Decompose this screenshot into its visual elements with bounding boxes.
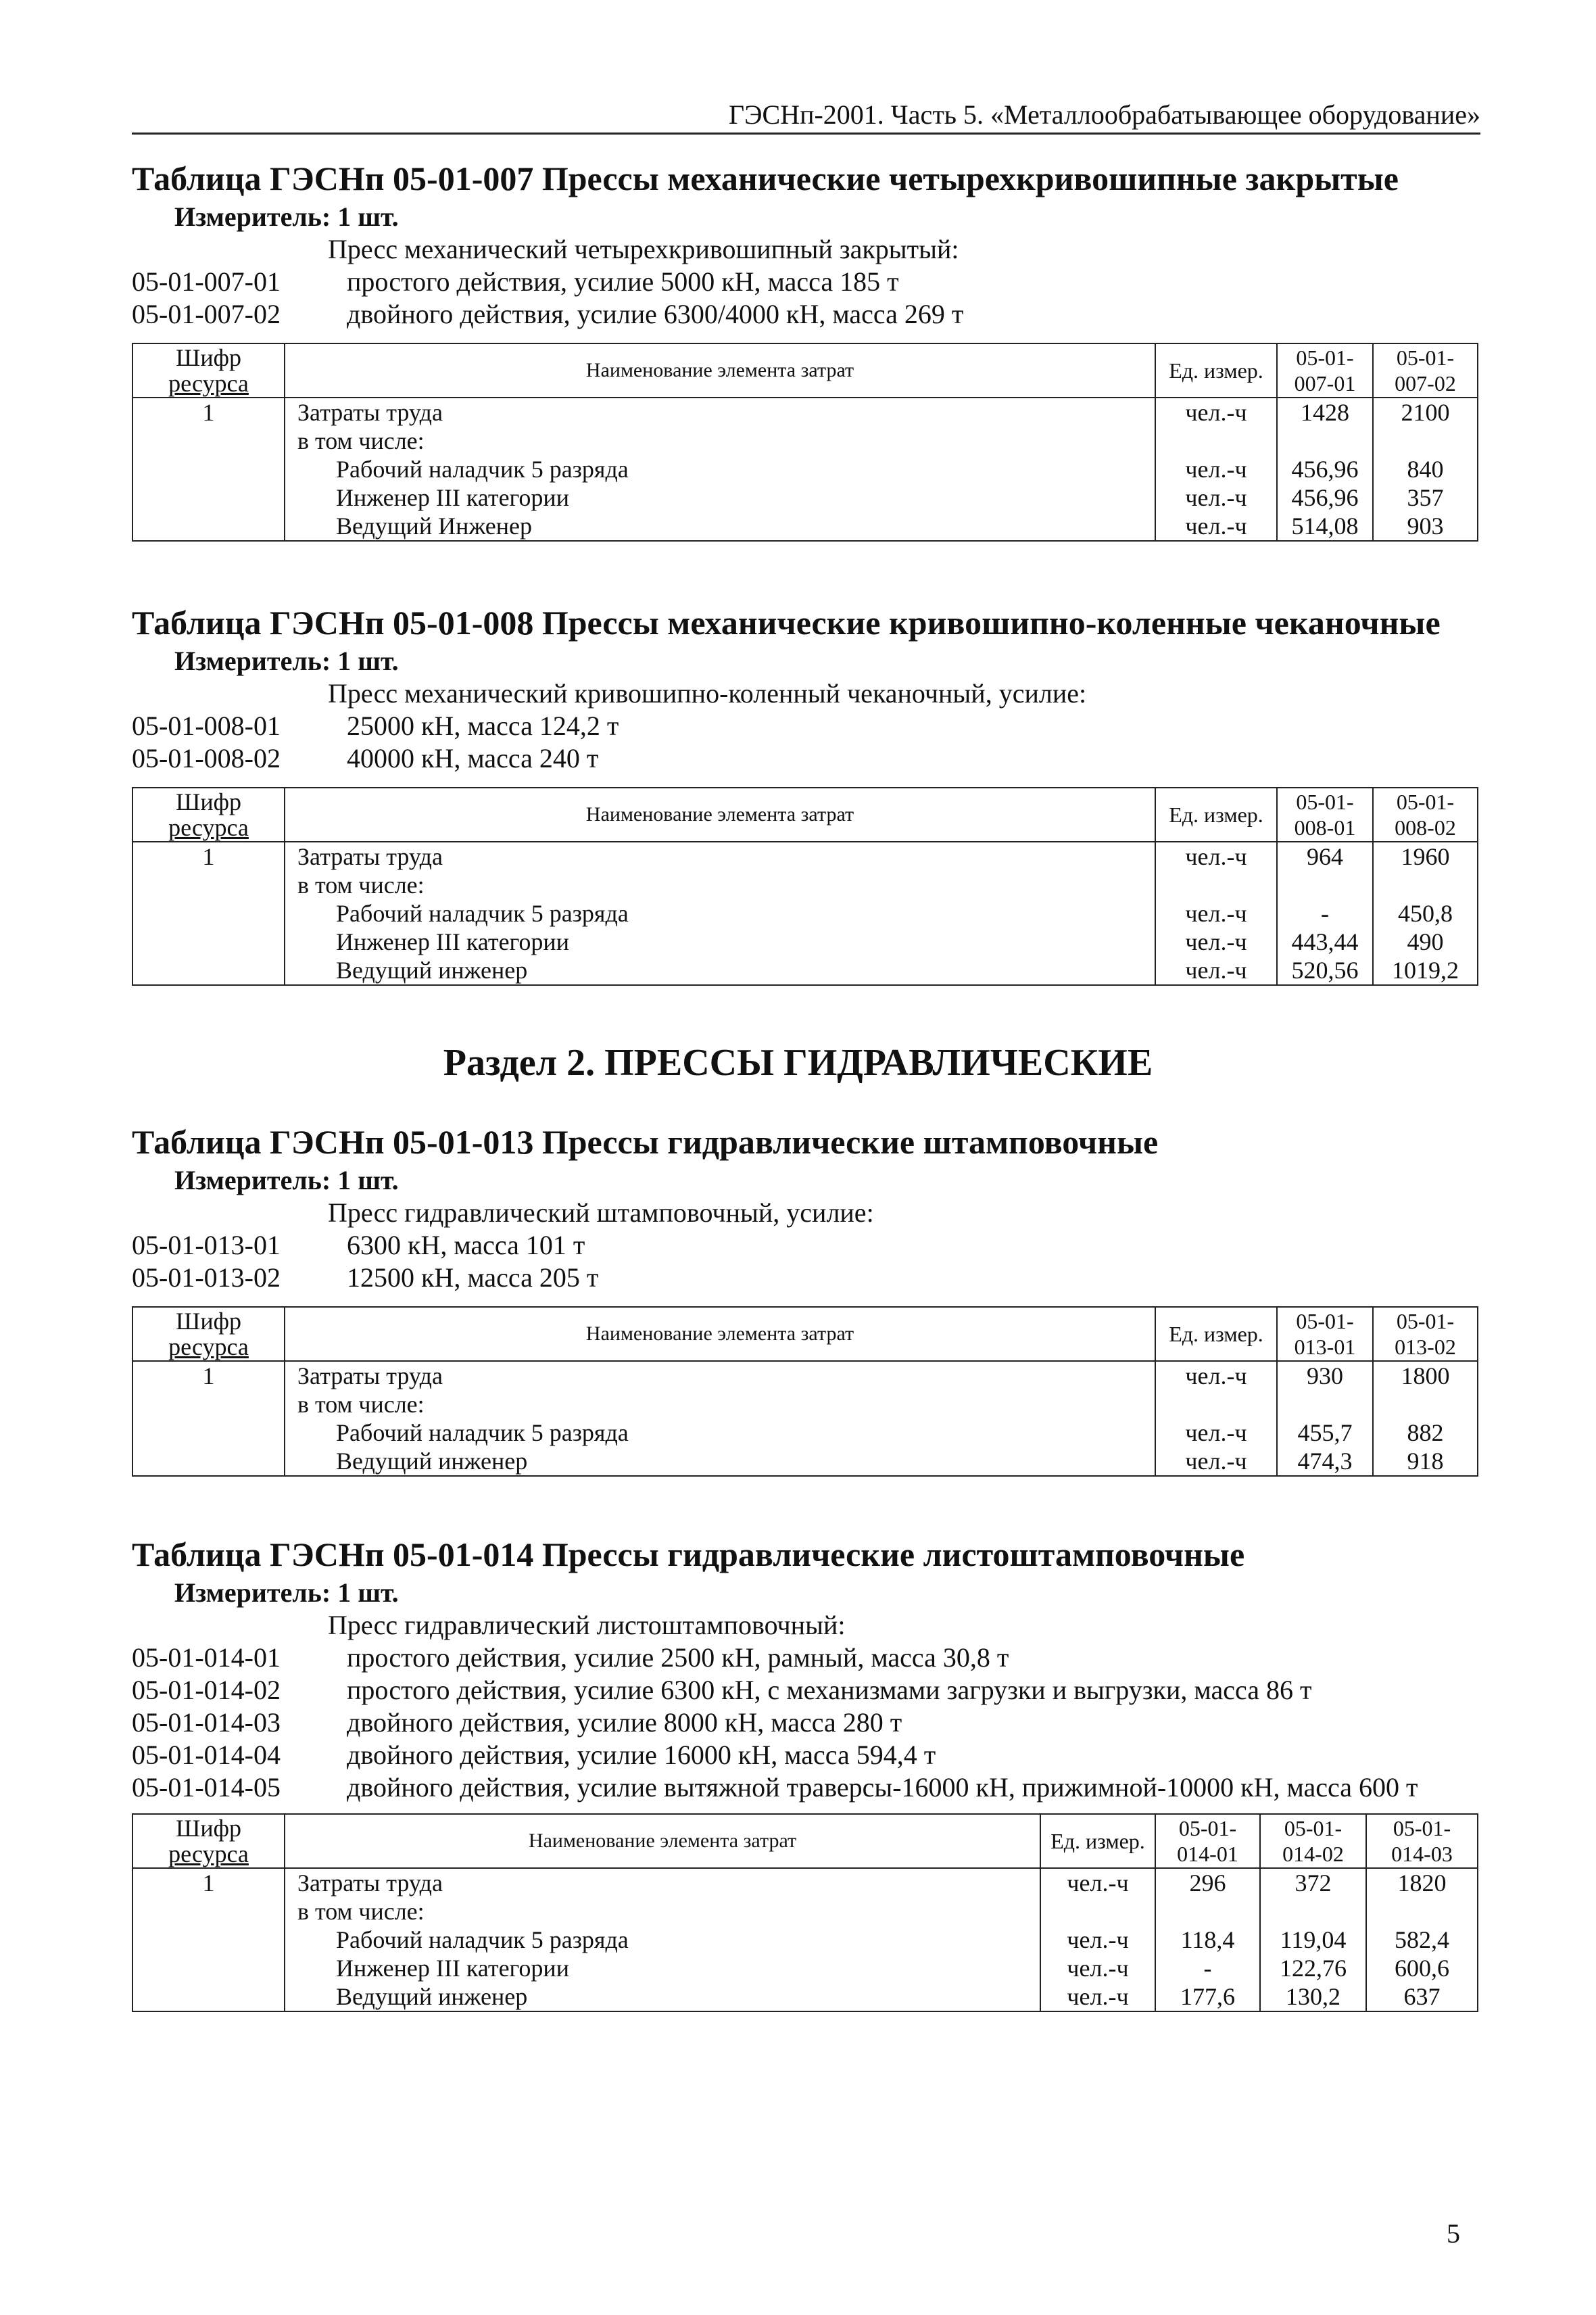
cell-code	[132, 956, 285, 985]
cell-value: 455,7	[1277, 1418, 1373, 1447]
col-header-name: Наименование элемента затрат	[285, 788, 1155, 842]
item-desc: 40000 кН, масса 240 т	[347, 743, 599, 773]
col-header-norm: 05-01- 013-01	[1277, 1307, 1373, 1361]
cell-value: 520,56	[1277, 956, 1373, 985]
cell-code: 1	[132, 1361, 285, 1390]
table-row	[132, 1954, 1478, 1982]
cell-name: Ведущий инженер	[285, 1982, 1040, 2011]
table-title: Таблица ГЭСНп 05-01-013 Прессы гидравлические штамповочные	[132, 1123, 1159, 1161]
norm-table	[132, 343, 1478, 542]
cell-unit	[1040, 1897, 1155, 1926]
norm-section-05-01-013	[132, 1122, 1477, 1501]
cell-code	[132, 1926, 285, 1954]
cell-value: 2100	[1373, 398, 1478, 427]
cell-unit: чел.-ч	[1040, 1982, 1155, 2011]
cell-name: Инженер III категории	[285, 1954, 1040, 1982]
norm-section-05-01-008	[132, 603, 1477, 995]
item-desc: простого действия, усилие 6300 кН, с механизмами загрузки и выгрузки, масса 86 т	[347, 1675, 1312, 1705]
cell-name: Затраты труда	[285, 1868, 1040, 1897]
cell-name: Рабочий наладчик 5 разряда	[285, 1418, 1155, 1447]
cell-value: 600,6	[1366, 1954, 1478, 1982]
cell-name: Рабочий наладчик 5 разряда	[285, 899, 1155, 928]
table-row	[132, 398, 1478, 427]
col-header-name: Наименование элемента затрат	[285, 1814, 1040, 1868]
cell-value: 582,4	[1366, 1926, 1478, 1954]
col-header-norm: 05-01- 013-02	[1373, 1307, 1478, 1361]
item-desc: простого действия, усилие 2500 кН, рамный, масса 30,8 т	[347, 1642, 1009, 1673]
cell-name: Затраты труда	[285, 1361, 1155, 1390]
table-row	[132, 871, 1478, 899]
table-title: Таблица ГЭСНп 05-01-007 Прессы механические четырехкривошипные закрытые	[132, 160, 1399, 197]
cell-value: 372	[1260, 1868, 1366, 1897]
meter-label: Измеритель: 1 шт.	[174, 201, 399, 232]
item-code: 05-01-014-01	[132, 1642, 281, 1673]
cell-value: 903	[1373, 512, 1478, 541]
cell-name: Затраты труда	[285, 398, 1155, 427]
cell-code: 1	[132, 1868, 285, 1897]
intro-text: Пресс гидравлический листоштамповочный:	[328, 1610, 846, 1640]
table-row	[132, 1897, 1478, 1926]
table-row	[132, 1361, 1478, 1390]
table-row	[132, 1390, 1478, 1418]
meter-label: Измеритель: 1 шт.	[174, 1165, 399, 1195]
cell-value: 930	[1277, 1361, 1373, 1390]
cell-value: 637	[1366, 1982, 1478, 2011]
cell-code	[132, 1390, 285, 1418]
item-code: 05-01-014-03	[132, 1707, 281, 1738]
cell-unit: чел.-ч	[1155, 512, 1277, 541]
cell-value	[1277, 1390, 1373, 1418]
col-header-name: Наименование элемента затрат	[285, 1307, 1155, 1361]
cell-name: Инженер III категории	[285, 483, 1155, 512]
cell-code	[132, 483, 285, 512]
cell-code	[132, 1982, 285, 2011]
cell-value: 514,08	[1277, 512, 1373, 541]
cell-value: 1800	[1373, 1361, 1478, 1390]
cell-code: 1	[132, 398, 285, 427]
table-row	[132, 1926, 1478, 1954]
cell-unit: чел.-ч	[1155, 455, 1277, 483]
item-desc: 25000 кН, масса 124,2 т	[347, 711, 619, 741]
cell-value: 119,04	[1260, 1926, 1366, 1954]
cell-name: в том числе:	[285, 1390, 1155, 1418]
cell-value: 443,44	[1277, 928, 1373, 956]
cell-unit: чел.-ч	[1155, 398, 1277, 427]
cell-code: 1	[132, 842, 285, 871]
cell-value	[1260, 1897, 1366, 1926]
table-row	[132, 512, 1478, 541]
cell-value: 357	[1373, 483, 1478, 512]
table-row	[132, 899, 1478, 928]
table-row	[132, 1982, 1478, 2011]
col-header-code: Шифр ресурса	[132, 1307, 285, 1361]
cell-value	[1366, 1897, 1478, 1926]
cell-value: 122,76	[1260, 1954, 1366, 1982]
cell-value: 474,3	[1277, 1447, 1373, 1476]
item-desc: двойного действия, усилие 8000 кН, масса 280 т	[347, 1707, 902, 1738]
cell-value: 1428	[1277, 398, 1373, 427]
col-header-unit: Ед. измер.	[1155, 788, 1277, 842]
cell-name: Затраты труда	[285, 842, 1155, 871]
col-header-code: Шифр ресурса	[132, 1814, 285, 1868]
page-number: 5	[1447, 2218, 1460, 2249]
cell-code	[132, 1954, 285, 1982]
cell-value	[1373, 871, 1478, 899]
cell-name: в том числе:	[285, 427, 1155, 455]
intro-text: Пресс механический кривошипно-коленный чеканочный, усилие:	[328, 678, 1087, 709]
col-header-norm: 05-01- 007-02	[1373, 343, 1478, 398]
item-code: 05-01-013-02	[132, 1262, 281, 1293]
running-header	[132, 95, 1480, 135]
norm-section-05-01-014	[132, 1535, 1477, 2049]
cell-name: в том числе:	[285, 871, 1155, 899]
cell-unit: чел.-ч	[1155, 842, 1277, 871]
table-title: Таблица ГЭСНп 05-01-014 Прессы гидравлические листоштамповочные	[132, 1535, 1245, 1573]
col-header-norm: 05-01- 014-01	[1155, 1814, 1260, 1868]
cell-value: 177,6	[1155, 1982, 1260, 2011]
cell-unit: чел.-ч	[1040, 1868, 1155, 1897]
col-header-code: Шифр ресурса	[132, 788, 285, 842]
norm-section-05-01-007	[132, 159, 1477, 551]
cell-value: 840	[1373, 455, 1478, 483]
cell-name: в том числе:	[285, 1897, 1040, 1926]
col-header-norm: 05-01- 014-02	[1260, 1814, 1366, 1868]
cell-value	[1373, 1390, 1478, 1418]
cell-value	[1155, 1897, 1260, 1926]
col-header-unit: Ед. измер.	[1040, 1814, 1155, 1868]
table-title: Таблица ГЭСНп 05-01-008 Прессы механические кривошипно-коленные чеканочные	[132, 604, 1441, 642]
item-desc: двойного действия, усилие 6300/4000 кН, масса 269 т	[347, 299, 964, 329]
col-header-norm: 05-01- 008-01	[1277, 788, 1373, 842]
item-desc: двойного действия, усилие 16000 кН, масса 594,4 т	[347, 1740, 936, 1770]
cell-code	[132, 899, 285, 928]
cell-value: 456,96	[1277, 455, 1373, 483]
cell-value: 130,2	[1260, 1982, 1366, 2011]
table-row	[132, 1868, 1478, 1897]
cell-code	[132, 455, 285, 483]
cell-unit: чел.-ч	[1155, 956, 1277, 985]
cell-unit: чел.-ч	[1040, 1926, 1155, 1954]
table-row	[132, 427, 1478, 455]
cell-unit	[1155, 1390, 1277, 1418]
item-desc: простого действия, усилие 5000 кН, масса 185 т	[347, 266, 899, 297]
cell-value: 918	[1373, 1447, 1478, 1476]
cell-unit: чел.-ч	[1040, 1954, 1155, 1982]
meter-label: Измеритель: 1 шт.	[174, 1577, 399, 1608]
cell-value: 1019,2	[1373, 956, 1478, 985]
cell-name: Инженер III категории	[285, 928, 1155, 956]
cell-value: 882	[1373, 1418, 1478, 1447]
item-desc: 6300 кН, масса 101 т	[347, 1230, 585, 1260]
item-code: 05-01-014-05	[132, 1772, 281, 1803]
cell-value: 1820	[1366, 1868, 1478, 1897]
col-header-unit: Ед. измер.	[1155, 1307, 1277, 1361]
item-code: 05-01-008-02	[132, 743, 281, 773]
cell-unit: чел.-ч	[1155, 899, 1277, 928]
cell-value: 456,96	[1277, 483, 1373, 512]
cell-code	[132, 928, 285, 956]
cell-code	[132, 512, 285, 541]
cell-unit	[1155, 427, 1277, 455]
header-text: ГЭСНп-2001. Часть 5. «Металлообрабатывающее оборудование»	[728, 99, 1480, 130]
cell-unit: чел.-ч	[1155, 1447, 1277, 1476]
cell-unit: чел.-ч	[1155, 1361, 1277, 1390]
cell-name: Рабочий наладчик 5 разряда	[285, 1926, 1040, 1954]
cell-value: 1960	[1373, 842, 1478, 871]
meter-label: Измеритель: 1 шт.	[174, 646, 399, 676]
table-row	[132, 1418, 1478, 1447]
cell-unit: чел.-ч	[1155, 928, 1277, 956]
cell-code	[132, 1447, 285, 1476]
cell-name: Ведущий инженер	[285, 956, 1155, 985]
item-code: 05-01-013-01	[132, 1230, 281, 1260]
col-header-norm: 05-01- 014-03	[1366, 1814, 1478, 1868]
cell-name: Ведущий Инженер	[285, 512, 1155, 541]
table-row	[132, 842, 1478, 871]
item-code: 05-01-007-01	[132, 266, 281, 297]
col-header-norm: 05-01- 007-01	[1277, 343, 1373, 398]
section-heading: Раздел 2. ПРЕССЫ ГИДРАВЛИЧЕСКИЕ	[443, 1042, 1153, 1084]
cell-value: 450,8	[1373, 899, 1478, 928]
cell-code	[132, 1897, 285, 1926]
cell-value	[1373, 427, 1478, 455]
table-row	[132, 483, 1478, 512]
cell-unit: чел.-ч	[1155, 1418, 1277, 1447]
table-row	[132, 928, 1478, 956]
cell-code	[132, 871, 285, 899]
cell-code	[132, 1418, 285, 1447]
intro-text: Пресс механический четырехкривошипный закрытый:	[328, 234, 959, 264]
intro-text: Пресс гидравлический штамповочный, усилие:	[328, 1197, 874, 1228]
cell-value: 296	[1155, 1868, 1260, 1897]
cell-value: 490	[1373, 928, 1478, 956]
col-header-norm: 05-01- 008-02	[1373, 788, 1478, 842]
cell-value: 118,4	[1155, 1926, 1260, 1954]
cell-value: -	[1277, 899, 1373, 928]
cell-value	[1277, 427, 1373, 455]
cell-unit: чел.-ч	[1155, 483, 1277, 512]
item-code: 05-01-014-04	[132, 1740, 281, 1770]
norm-table	[132, 787, 1478, 986]
cell-value: -	[1155, 1954, 1260, 1982]
item-code: 05-01-014-02	[132, 1675, 281, 1705]
item-code: 05-01-007-02	[132, 299, 281, 329]
item-desc: двойного действия, усилие вытяжной траверсы-16000 кН, прижимной-10000 кН, масса 600 т	[347, 1772, 1418, 1803]
norm-table	[132, 1306, 1478, 1477]
table-row	[132, 1447, 1478, 1476]
table-row	[132, 956, 1478, 985]
cell-unit	[1155, 871, 1277, 899]
item-code: 05-01-008-01	[132, 711, 281, 741]
cell-name: Ведущий инженер	[285, 1447, 1155, 1476]
cell-code	[132, 427, 285, 455]
col-header-name: Наименование элемента затрат	[285, 343, 1155, 398]
cell-value: 964	[1277, 842, 1373, 871]
cell-value	[1277, 871, 1373, 899]
item-desc: 12500 кН, масса 205 т	[347, 1262, 599, 1293]
cell-name: Рабочий наладчик 5 разряда	[285, 455, 1155, 483]
table-row	[132, 455, 1478, 483]
col-header-code: Шифр ресурса	[132, 343, 285, 398]
col-header-unit: Ед. измер.	[1155, 343, 1277, 398]
norm-table	[132, 1813, 1478, 2012]
